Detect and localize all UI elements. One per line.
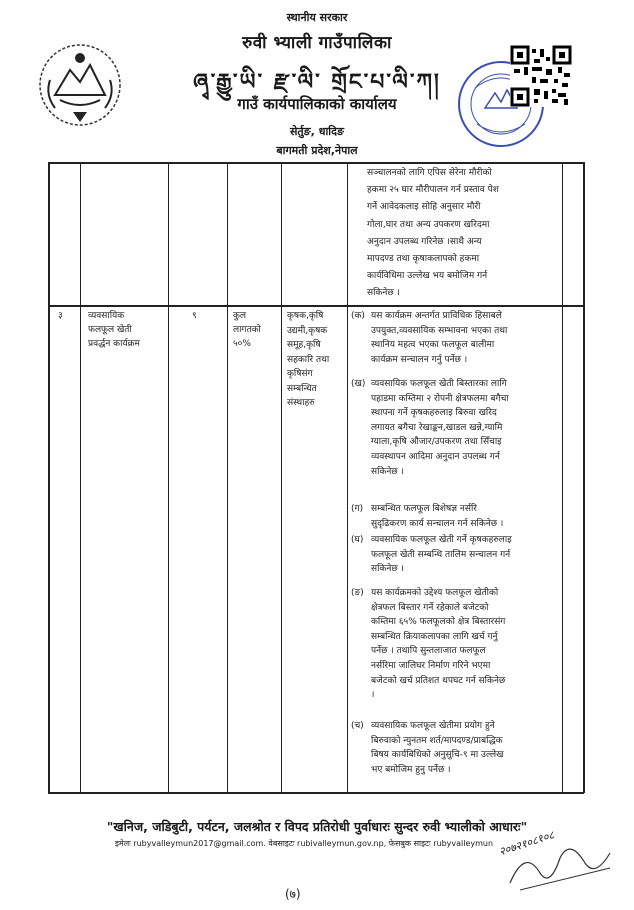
provision-label: (ङ) xyxy=(351,588,364,598)
header-local-government: स्थानीय सरकार xyxy=(286,11,348,24)
provision-line: क्षेत्रफल बिस्तार गर्ने रहेकाले बजेटको xyxy=(371,602,489,613)
provision-line: व्यवसायिक फलफूल खेती गर्ने कृषकहरुलाइ xyxy=(371,535,512,545)
beneficiary-line: उद्यमी,कृषक xyxy=(287,325,328,336)
provision-line: फलफूल खेती सम्बन्धि तालिम सन्चालन गर्न xyxy=(371,549,511,560)
beneficiary-line: समूह,कृषि xyxy=(287,340,321,350)
provision-label: (क) xyxy=(351,311,365,321)
page-number: (७) xyxy=(285,887,301,901)
header-municipality-name: रुवी भ्याली गाउँपालिका xyxy=(242,33,392,53)
cost-share-line: ५०% xyxy=(233,339,251,349)
nepal-emblem-icon xyxy=(35,40,125,130)
provision-line: लगायत बगैचा रेखाङ्कन,खाडल खन्ने,ग्यामि xyxy=(371,422,503,433)
beneficiary-line: संस्थाहरु xyxy=(287,398,315,408)
header-office-name: गाउँ कार्यपालिकाको कार्यालय xyxy=(237,95,397,113)
provision-line: व्यवस्थापन आदिमा अनुदान उपलब्ध गर्न xyxy=(371,452,500,462)
continued-line: मापदण्ड तथा कृषाकलापको हकमा xyxy=(367,254,480,264)
program-title-line: प्रवर्द्धन कार्यक्रम xyxy=(88,339,140,349)
qr-code-icon xyxy=(510,45,572,107)
continued-line: कार्यविधिमा उल्लेख भय बमोजिम गर्न xyxy=(367,271,488,282)
continued-line: सञ्चालनको लागि एपिस सेरेना मौरीको xyxy=(367,168,492,178)
program-title-line: व्यवसायिक xyxy=(88,311,125,321)
header-location: सेर्तुङ, धादिङ xyxy=(289,125,345,138)
header-tibetan-name: ཞྭ་རྒྱུ་ཡི་ རྫ་ལི་ གྲོང་པ་ལི་ཀ། xyxy=(193,70,441,95)
beneficiary-line: कृषिसंग xyxy=(287,369,313,379)
continued-line: गर्ने आवेदकलाइ सोहि अनुसार मौरी xyxy=(367,202,481,213)
continued-line: हकमा २५ घार मौरीपालन गर्न प्रस्ताव पेश xyxy=(367,185,499,196)
provision-line: कम्तिमा ६५% फलफूलको क्षेत्र बिस्तारसंग xyxy=(371,617,506,628)
provision-line: व्यवसायिक फलफूल खेतीमा प्रयोग हुने xyxy=(371,721,495,731)
continued-line: सकिनेछ । xyxy=(367,288,400,299)
provision-line: बजेटको खर्च प्रतिशत थपघट गर्न सकिनेछ xyxy=(371,675,506,686)
provision-label: (घ) xyxy=(351,535,364,545)
footer-contact: इमेलः rubyvalleymun2017@gmail.com. वेबसाइटः rubivalleymun.gov.np, फेसबुक साइटः rubyvalleymun xyxy=(115,839,494,848)
provision-line: पर्नेछ । तथापि सुन्तलाजात फलफूल xyxy=(371,646,486,657)
provision-line: । xyxy=(371,690,375,701)
beneficiary-line: सहकारि तथा xyxy=(287,354,330,365)
provision-line: उपयुक्त,व्यवसायिक सम्भावना भएका तथा xyxy=(371,325,508,336)
provision-line: सम्बन्धित फलफूल बिशेषज्ञ नर्सरि xyxy=(371,504,477,514)
continued-line: अनुदान उपलब्ध गरिनेछ ।साथै अन्य xyxy=(367,236,482,247)
provision-line: यस कार्यक्रम अन्तर्गत प्राविधिक हिसाबले xyxy=(371,311,502,321)
cost-share-line: लागतको xyxy=(233,325,261,335)
row-number: ९ xyxy=(192,311,197,321)
signature-date: २०७२१०८१०८ xyxy=(497,828,556,859)
provision-line: बिषय कार्यबिधिको अनुसुचि-९ मा उल्लेख xyxy=(371,750,504,761)
provision-line: ग्याला,कृषि औजार/उपकरण तथा सिँचाइ xyxy=(371,437,502,448)
header-province: बागमती प्रदेश,नेपाल xyxy=(276,144,358,157)
cost-share-line: कुल xyxy=(233,311,247,321)
provision-label: (ग) xyxy=(351,504,364,514)
continued-line: गोला,घार तथा अन्य उपकरण खरिदमा xyxy=(367,219,490,230)
provision-line: बिरुवाको न्युनतम शर्त/मापदण्ड/प्राबद्धिक xyxy=(371,735,503,746)
provision-line: स्थानिय महत्व भएका फलफूल बालीमा xyxy=(371,340,495,351)
provision-line: भए बमोजिम हुनु पर्नेछ । xyxy=(371,764,451,775)
signature-icon xyxy=(500,828,620,898)
beneficiary-line: सम्बन्धित xyxy=(287,383,317,394)
provision-line: व्यवसायिक फलफूल खेती बिस्तारका लागि xyxy=(371,379,507,389)
provision-line: सकिनेछ । xyxy=(371,466,404,477)
provision-line: स्थापना गर्ने कृषकहरुलाइ बिरुवा खरिद xyxy=(371,408,497,419)
row-serial-number: ३ xyxy=(58,311,63,321)
beneficiary-line: कृषक,कृषि xyxy=(287,311,324,321)
provision-line: सम्बन्धित क्रियाकलापका लागि खर्च गर्नु xyxy=(371,631,498,642)
provision-line: सुदृढिकरण कार्य सन्चालन गर्न सकिनेछ । xyxy=(371,518,504,529)
provision-line: पहाडमा कम्तिमा २ रोपनी क्षेत्रफलमा बगैचा xyxy=(371,393,509,404)
footer-slogan: "खनिज, जडिबुटी, पर्यटन, जलश्रोत र विपद प्रतिरोधी पुर्वाधारः सुन्दर रुवी भ्यालीको आधारः" xyxy=(106,819,528,834)
provision-line: कार्यक्रम सन्चालन गर्नु पर्नेछ । xyxy=(371,354,468,365)
provision-label: (ख) xyxy=(351,379,366,389)
provision-label: (च) xyxy=(351,721,364,731)
program-title-line: फलफूल खेती xyxy=(88,325,132,335)
provision-line: सकिनेछ । xyxy=(371,564,404,575)
provision-line: यस कार्यक्रमको उद्देश्य फलफूल खेतीको xyxy=(371,588,499,598)
provision-line: नर्सरिमा जालिघर निर्माण गरिने भएमा xyxy=(371,661,491,671)
